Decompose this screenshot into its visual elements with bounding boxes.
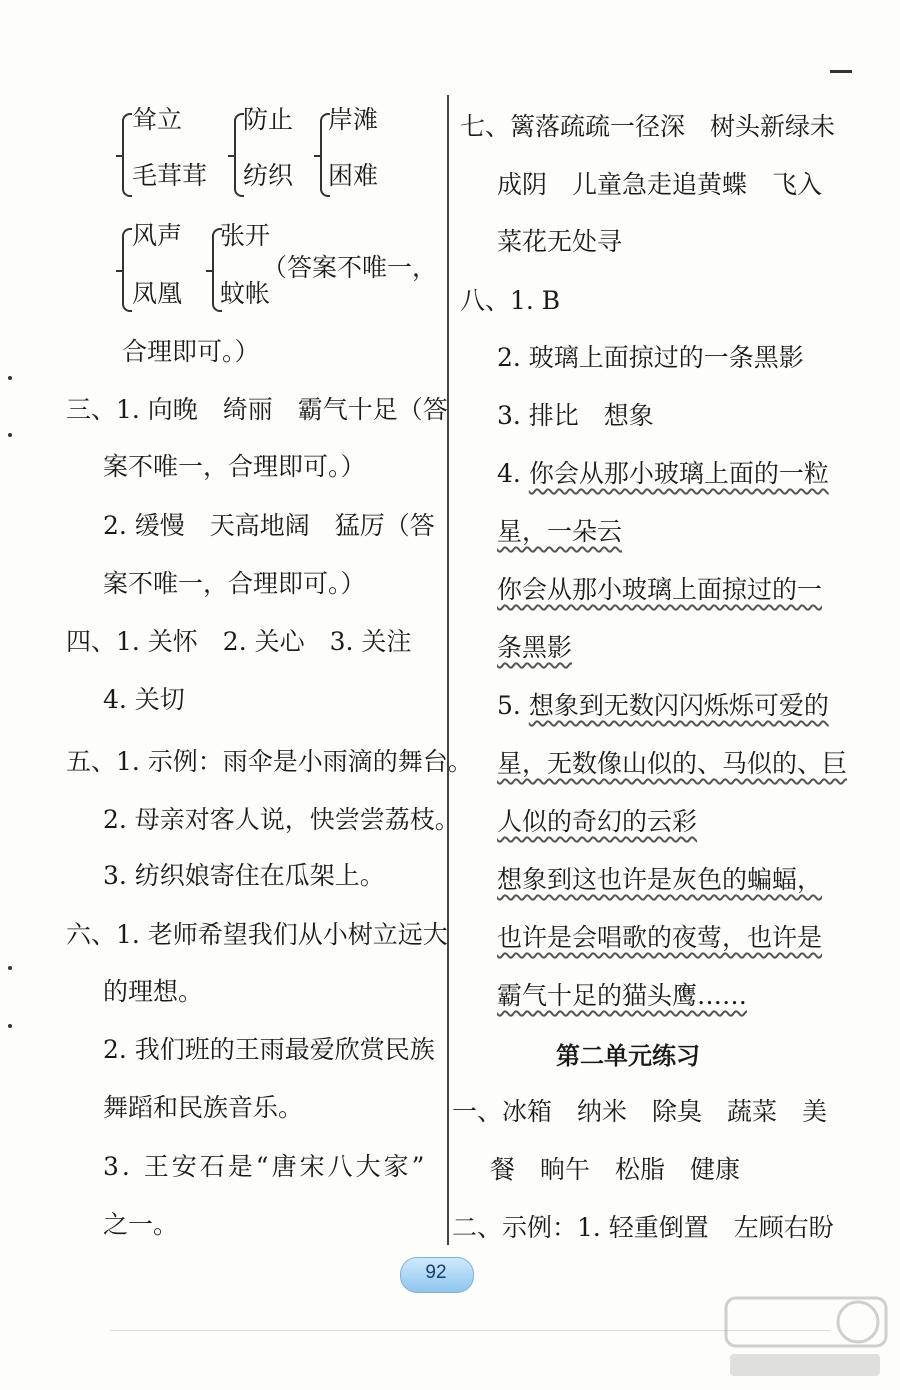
section-6-q1: 六、1. 老师希望我们从小树立远大	[66, 920, 448, 949]
margin-dot	[8, 966, 12, 970]
section-5-q3: 3. 纺织娘寄住在瓜架上。	[103, 861, 385, 890]
q5-answer-cont: 星，无数像山似的、马似的、巨	[497, 749, 848, 778]
q5-answer-underlined: 想象到无数闪闪烁烁可爱的	[528, 691, 829, 720]
margin-dot	[8, 433, 12, 437]
word-pair-bottom: 蚊帐	[220, 279, 271, 308]
word-pair-top: 岸滩	[328, 105, 379, 134]
q5-answer-cont2: 人似的奇幻的云彩	[497, 807, 698, 836]
word-pair-bottom: 困难	[328, 161, 379, 190]
top-edge-mark	[830, 70, 852, 73]
section-4-cont: 4. 关切	[103, 685, 185, 714]
section-3-q1-cont: 案不唯一，合理即可。）	[103, 452, 366, 481]
q4-answer-2: 你会从那小玻璃上面掠过的一	[497, 575, 823, 604]
word-pair-top: 张开	[220, 221, 271, 250]
section-7-line1: 七、篱落疏疏一径深 树头新绿未	[460, 112, 836, 141]
section-8-q1: 八、1. B	[460, 286, 561, 315]
word-pair-bottom: 纺织	[243, 161, 294, 190]
q5-number: 5.	[497, 691, 529, 720]
margin-dot	[8, 1024, 12, 1028]
unit-section-2: 二、示例：1. 轻重倒置 左顾右盼	[452, 1213, 834, 1242]
brace-note-continued: 合理即可。）	[122, 337, 260, 366]
unit-section-1-cont: 餐 晌午 松脂 健康	[490, 1155, 741, 1184]
q4-answer-2-cont: 条黑影	[497, 633, 573, 662]
q5-answer-2-cont: 也许是会唱歌的夜莺，也许是	[497, 923, 823, 952]
section-6-q3-cont: 之一。	[103, 1210, 179, 1239]
section-7-line3: 菜花无处寻	[497, 227, 623, 256]
word-pair-bottom: 毛茸茸	[132, 161, 208, 190]
page-number: 92	[425, 1262, 447, 1283]
section-8-q5	[497, 690, 829, 722]
section-6-q3: 3. 王安石是“唐宋八大家”	[103, 1152, 428, 1181]
brace-mark	[122, 228, 132, 312]
section-8-q3: 3. 排比 想象	[497, 401, 654, 430]
section-5-q1: 五、1. 示例：雨伞是小雨滴的舞台。	[66, 747, 473, 776]
margin-dot	[8, 376, 12, 380]
unit-section-1: 一、冰箱 纳米 除臭 蔬菜 美	[452, 1097, 828, 1126]
q4-answer-underlined: 你会从那小玻璃上面的一粒	[528, 459, 829, 488]
column-divider	[447, 95, 449, 1245]
section-8-q4	[497, 458, 829, 490]
section-6-q1-cont: 的理想。	[103, 977, 204, 1006]
word-pair-top: 防止	[243, 105, 294, 134]
q5-answer-2-cont2: 霸气十足的猫头鹰……	[497, 981, 748, 1010]
q5-answer-2: 想象到这也许是灰色的蝙蝠，	[497, 865, 823, 894]
word-pair-top: 风声	[132, 221, 183, 250]
watermark-logo	[718, 1292, 893, 1384]
section-6-q2-cont: 舞蹈和民族音乐。	[103, 1093, 304, 1122]
word-pair-bottom: 凤凰	[132, 279, 183, 308]
section-6-q2: 2. 我们班的王雨最爱欣赏民族	[103, 1035, 435, 1064]
brace-note: （答案不唯一，	[262, 253, 438, 282]
section-3-q2: 2. 缓慢 天高地阔 猛厉（答	[103, 511, 435, 540]
q4-answer-cont: 星，一朵云	[497, 517, 623, 546]
section-8-q2: 2. 玻璃上面掠过的一条黑影	[497, 343, 804, 372]
word-pair-top: 耸立	[132, 105, 183, 134]
unit-heading: 第二单元练习	[556, 1041, 700, 1070]
section-3-q1: 三、1. 向晚 绮丽 霸气十足（答	[66, 395, 448, 424]
q4-number: 4.	[497, 459, 529, 488]
section-7-line2: 成阴 儿童急走追黄蝶 飞入	[497, 170, 823, 199]
section-5-q2: 2. 母亲对客人说，快尝尝荔枝。	[103, 805, 460, 834]
section-3-q2-cont: 案不唯一，合理即可。）	[103, 569, 366, 598]
brace-mark	[122, 113, 132, 197]
section-4: 四、1. 关怀 2. 关心 3. 关注	[66, 627, 412, 656]
